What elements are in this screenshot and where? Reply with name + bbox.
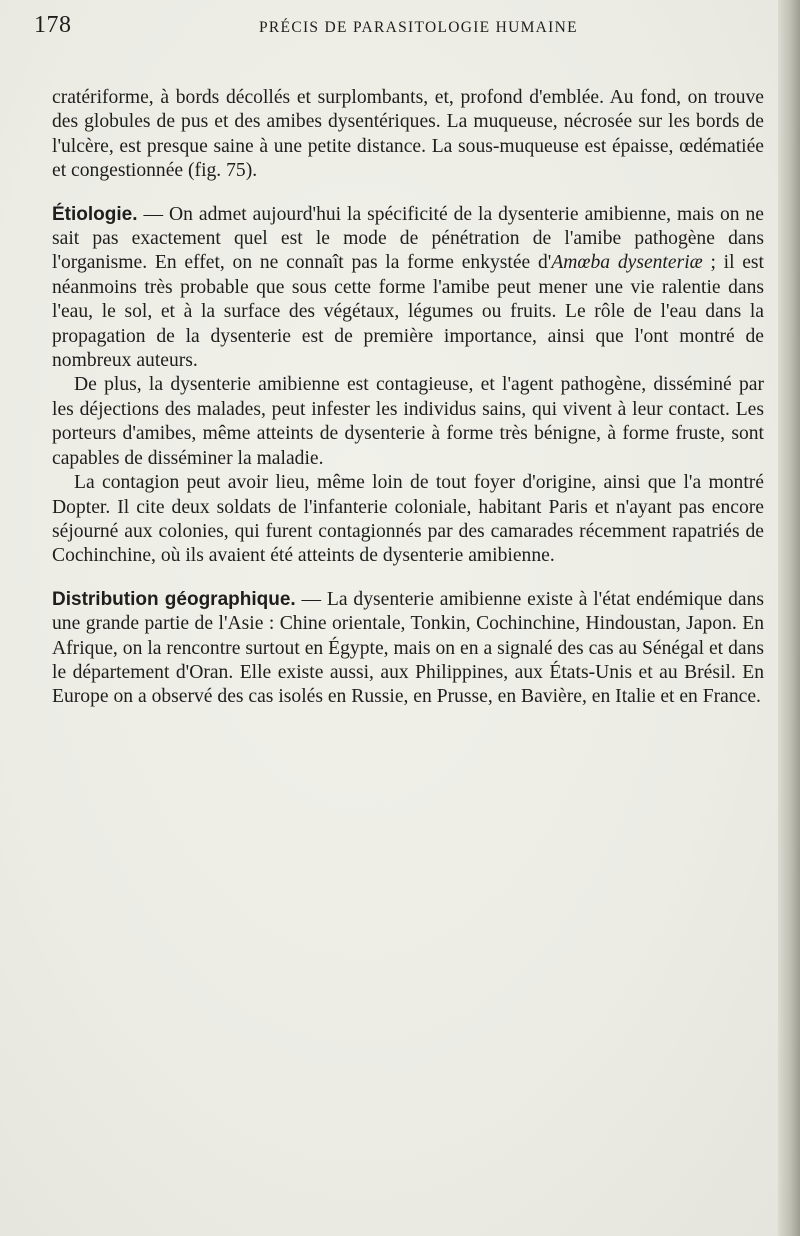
page-header	[34, 12, 774, 52]
page-edge-shadow	[778, 0, 800, 1236]
etiologie-text-b: ; il est néanmoins très probable que sous cette forme l'amibe peut mener une vie ralentie dans l'eau, le sol, et à la surface des végétaux, légumes ou fruits. Le rôle de l'eau dans la propagation de la dysenterie est de première importance, ainsi que l'ont montré de nombreux auteurs.	[52, 252, 765, 372]
paragraph-dopter: La contagion peut avoir lieu, même loin de tout foyer d'origine, ainsi que l'a montré Dopter. Il cite deux soldats de l'infanterie coloniale, habitant Paris et n'ayant pas encore séjourné aux colonies, qui furent contagionnés par des camarades récemment rapatriés de Cochinchine, où ils avaient été atteints de dysenterie amibienne.	[52, 472, 764, 567]
paragraph-ulcer-description: cratériforme, à bords décollés et surplombants, et, profond d'emblée. Au fond, on trouve des globules de pus et des amibes dysentériques. La muqueuse, nécrosée sur les bords de l'ulcère, est presque saine à une petite distance. La sous-muqueuse est épaisse, œdématiée et congestionnée (fig. 75).	[52, 87, 764, 182]
species-name: Amœba dysenteriæ	[551, 252, 703, 274]
paragraph-contagion: De plus, la dysenterie amibienne est contagieuse, et l'agent pathogène, disséminé par les déjections des malades, peut infester les individus sains, qui vivent à leur contact. Les porteurs d'amibes, même atteints de dysenterie à forme très bénigne, à forme fruste, sont capables de disséminer la maladie.	[52, 374, 764, 469]
body-text	[52, 86, 764, 710]
paragraph-etiologie	[52, 203, 764, 374]
page-number: 178	[34, 12, 72, 38]
paragraph-distribution	[52, 588, 764, 710]
distribution-text: — La dysenterie amibienne existe à l'état endémique dans une grande partie de l'Asie : Chine orientale, Tonkin, Cochinchine, Hindoustan, Japon. En Afrique, on la rencontre surtout en Égypte, mais on en a signalé des cas au Sénégal et dans le département d'Oran. Elle existe aussi, aux Philippines, aux États-Unis et au Brésil. En Europe on a observé des cas isolés en Russie, en Prusse, en Bavière, en Italie et en France.	[52, 588, 764, 708]
section-heading-etiologie: Étiologie.	[52, 203, 138, 225]
running-head: PRÉCIS DE PARASITOLOGIE HUMAINE	[259, 19, 578, 36]
etiologie-text-a: — On admet aujourd'hui la spécificité de la dysenterie amibienne, mais on ne sait pas exactement quel est le mode de pénétration de l'amibe pathogène dans l'organisme. En effet, on ne connaît pas la forme enkystée d'	[52, 203, 764, 274]
section-heading-distribution: Distribution géographique.	[52, 588, 296, 610]
